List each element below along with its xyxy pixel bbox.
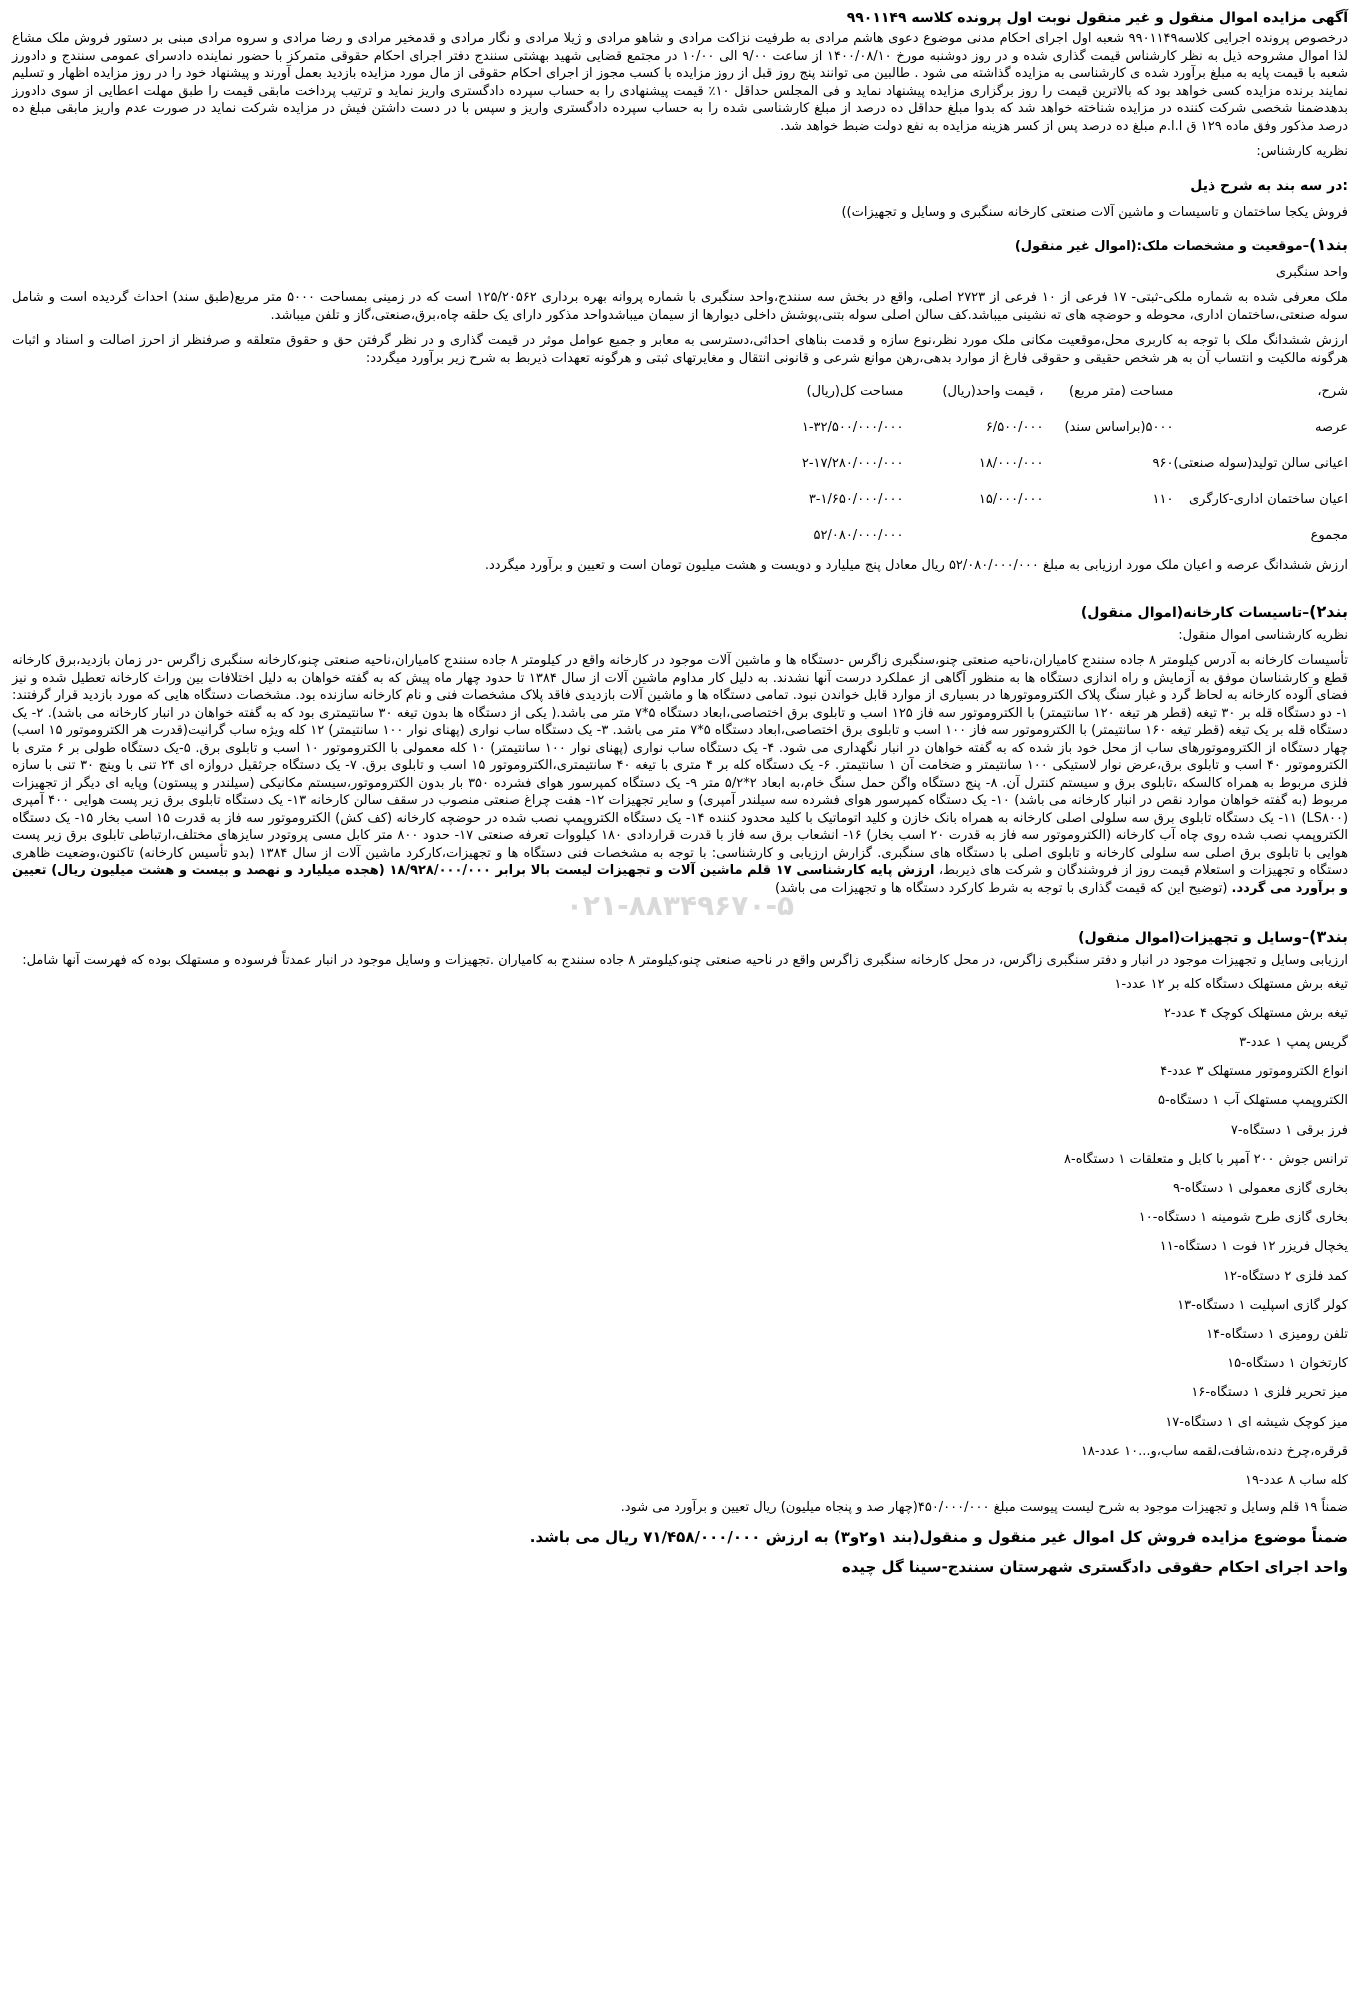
table-cell: ۵۰۰۰(براساس سند) — [1064, 419, 1174, 435]
table-cell: ۲-۱۷/۲۸۰/۰۰۰/۰۰۰ — [801, 455, 904, 471]
table-header-cell: مساحت (متر مربع) — [1069, 383, 1174, 399]
band3-summary: ضمناً ۱۹ قلم وسایل و تجهیزات موجود به شرح لیست پیوست مبلغ ۴۵۰/۰۰۰/۰۰۰(چهار صد و پنجاه میلیون) ریال تعیین و برآورد می شود. — [620, 1500, 1348, 1516]
intro-paragraph: درخصوص پرونده اجرایی کلاسه۹۹۰۱۱۴۹ شعبه اول اجرای احکام مدنی موضوع دعوی هاشم مرادی به طرفیت نزاکت مرادی و شاهو مرادی و ژیلا مرادی و نگار مرادی و قدمخیر مرادی و رضا مرادی و سروه مرادی مبنی بر دستور فروش ملک مشاع لذا اموال مشروحه ذیل به نظر کارشناس قیمت گذاری شده و در روز دوشنبه مورخ ۱۴۰۰/۰۸/۱۰ از ساعت ۹/۰۰ الی ۱۰/۰۰ در مجتمع قضایی شهید بهشتی سنندج دفتر اجرای احکام حقوقی متمرکز با حضور نماینده دادسرای عمومی سنندج و دادورز شعبه با قیمت پایه به مبلغ برآورد شده ی کارشناسی به مزایده گذاشته می شود . طالبین می توانند پنج روز قبل از روز مزایده با کسب مجوز از اجرای احکام حقوقی از مال مورد مزایده بازدید بعمل آورند و پیشنهاد خود را در روز مزایده اظهار و تسلیم نمایند برنده مزایده کسی خواهد بود که بالاترین قیمت را روز برگزاری مزایده پیشنهاد نماید و فی المجلس حداقل ۱۰٪ قیمت پیشنهادی را به حساب سپرده دادگستری واریز نماید و ترتیب پرداخت مابقی قیمت را طبق مهلت اعطایی از سوی دادورز بدهدضمنا شخصی شرکت کننده در مزایده شناخته خواهد شد که بدوا مبلغ حداقل ده درصد از مبلغ کارشناسی شده را به حساب سپرده دادگستری واریز و سپس با در دست داشتن فیش در مزایده شرکت نماید در صورت عدم واریز مابقی مبلغ ده درصد مذکور وفق ماده ۱۲۹ ق ا.ا.م مبلغ ده درصد پس از کسر هزینه مزایده به نفع دولت ضبط خواهد شد. — [12, 31, 1348, 134]
table-header-cell: شرح، — [1317, 383, 1348, 399]
list-item: کمد فلزی ۲ دستگاه-۱۲ — [1222, 1268, 1348, 1284]
table-row — [703, 409, 1348, 445]
table-cell: ۳-۱/۶۵۰/۰۰۰/۰۰۰ — [808, 491, 904, 507]
band2-expert-label: نظریه کارشناسی اموال منقول: — [1178, 628, 1348, 643]
list-item: تلفن رومیزی ۱ دستگاه-۱۴ — [1206, 1326, 1348, 1342]
table-cell — [1043, 517, 1173, 553]
table-cell: مجموع — [1310, 527, 1348, 543]
list-item: الکتروپمپ مستهلک آب ۱ دستگاه-۵ — [1157, 1093, 1348, 1109]
table-row — [703, 445, 1348, 481]
list-item: یخچال فریزر ۱۲ فوت ۱ دستگاه-۱۱ — [1159, 1239, 1348, 1255]
band2-body-text: تأسیسات کارخانه به آدرس کیلومتر ۸ جاده سنندج کامیاران،ناحیه صنعتی چنو،سنگبری زاگرس -دستگاه ها و ماشین آلات موجود در کارخانه واقع در کیلومتر ۸ جاده سنندج کامیاران،ناحیه صنعتی چنو،کارخانه سنگبری زاگرس -در زمان بازدید،برق کارخانه قطع و کارشناسان موفق به آزمایش و راه اندازی دستگاه ها به منظور آگاهی از عملکرد درست آنها نشدند. به دلیل کار مداوم ماشین آلات از سال ۱۳۸۴ تا حدود چهار ماه پیش که به گفته خواهان به دلیل اختلافات بین وراث کارخانه تعطیل شده و نیز فضای آلوده کارخانه به لحاظ گرد و غبار سنگ پلاک الکتروموتورها در بسیاری از موارد قابل خواندن نبود. تمامی دستگاه ها و ماشین آلات بازدیدی فاقد پلاک مشخصات فنی و نام کارخانه سازنده بود. مشخصات دستگاه هایی که مورد بازدید قرار گرفتند: ۱- دو دستگاه قله بر ۳۰ تیغه (قطر هر تیغه ۱۲۰ سانتیمتر) با الکتروموتور سه فاز ۱۲۵ اسب و تابلوی برق اختصاصی،ابعاد دستگاه ۵*۷ متر می باشد.( یکی از دستگاه ها بدون تیغه ۳۰ سانتیمتری بود که به گفته خواهان در انبار کارخانه می باشد). ۲- یک دستگاه قله بر یک تیغه (قطر تیغه ۱۶۰ سانتیمتر) با الکتروموتور سه فاز ۱۰۰ اسب و تابلوی برق اختصاصی،ابعاد دستگاه ۵*۷ متر می باشد. ۳- یک دستگاه ساب نواری (پهنای نوار ۱۰۰ سانتیمتر) ۱۲ کله ویژه ساب گرانیت(قدرت هر الکتروموتور ۱۵ اسب) چهار دستگاه از الکتروموتورهای ساب از محل خود باز شده که به گفته خواهان در انبار نگهداری می شود. ۴- یک دستگاه ساب نواری (پهنای نوار ۱۰۰ سانتیمتر) ۱۰ کله معمولی با الکتروموتور ۱۰ اسب و تابلوی برق. ۵-یک دستگاه طولی بر ۶ متری با الکتروموتور ۴۰ اسب و تابلوی برق،عرض نوار لاستیکی ۱۰۰ سانتیمتر و ضخامت آن ۱ سانتیمتر. ۶- یک دستگاه کله بر ۴ متری با تیغه ۴۰ سانتیمتری،الکتروموتور ۱۵ اسب و تابلوی برق. ۷- یک دستگاه جرثقیل دروازه ای ۲۴ تنی با وینچ ۳۰ تنی با سازه فلزی مربوط به همراه کالسکه ،تابلوی برق و سیستم کنترل آن. ۸- پنج دستگاه واگن حمل سنگ خام،به ابعاد ۲*۵/۲ متر ۹- یک دستگاه کمپرسور هوای فشرده ۳۵۰ بار بدون الکتروموتور،سیستم مکانیکی (سیلندر و پیستون) وپایه ای دیگر از تجهیزات مربوط (به گفته خواهان موارد نقص در انبار کارخانه می باشد) ۱۰- یک دستگاه کمپرسور هوای فشرده سه سیلندر آمپری) و سایر تجهیزات ۱۲- هفت چراغ صنعتی منصوب در سقف سالن کارخانه ۱۳- یک دستگاه تابلوی برق زیر پست هوایی ۴۰۰ آمپری (LS۸۰۰) ۱۱- یک دستگاه تابلوی برق سه سلولی اصلی کارخانه به همراه بانک خازن و کلید اتوماتیک با کلید محدود کننده ۱۴- یک دستگاه الکتروپمپ نصب شده در حوضچه کارخانه (کف کش) الکتروموتور سه فاز به قدرت ۱۵ اسب بخار ۱۵- یک دستگاه الکتروپمپ نصب شده روی چاه آب کارخانه (الکتروموتور سه فاز به قدرت ۲۰ اسب بخار) ۱۶- انشعاب برق سه فاز با قدرت قراردادی ۱۸۰ کیلووات تعرفه صنعتی ۱۷- حدود ۸۰۰ متر کابل مسی پروتودر سایزهای مختلف،ارتباطی تابلوی برق زیر پست هوایی با تابلوی برق اصلی سه سلولی کارخانه و تابلوی اصلی با دستگاه های سنگبری. گزارش ارزیابی و کارشناسی: با توجه به مشخصات فنی دستگاه ها و تجهیزات،کارکرد ماشین آلات از سال ۱۳۸۴ (بدو تأسیس کارخانه) تاکنون،وضعیت ظاهری دستگاه و تجهیزات و استعلام قیمت روز از فروشندگان و شرکت های ذیربط، — [12, 653, 1349, 878]
list-item: میز کوچک شیشه ای ۱ دستگاه-۱۷ — [1165, 1414, 1348, 1430]
three-items-heading: :در سه بند به شرح ذیل — [1190, 178, 1348, 194]
list-item: قرقره،چرخ دنده،شافت،لقمه ساب،و...۱۰ عدد-۱۸ — [1080, 1443, 1348, 1459]
list-item: کارتخوان ۱ دستگاه-۱۵ — [1227, 1356, 1348, 1372]
table-cell: ۱۸/۰۰۰/۰۰۰ — [978, 455, 1044, 471]
table-cell: ۱-۳۲/۵۰۰/۰۰۰/۰۰۰ — [801, 419, 904, 435]
band1-heading — [12, 235, 1348, 254]
list-item: میز تحریر فلزی ۱ دستگاه-۱۶ — [1191, 1385, 1348, 1401]
band3-intro: ارزیابی وسایل و تجهیزات موجود در انبار و دفتر سنگبری زاگرس، در محل کارخانه سنگبری زاگرس واقع در ناحیه صنعتی چنو،کیلومتر ۸ جاده سنندج به کامیاران .تجهیزات و وسایل موجود در انبار عمدتاً فرسوده و مستهلک بوده که فهرست آنها شامل: — [22, 953, 1348, 968]
watermark-phone: ۰۲۱-۸۸۳۴۹۶۷۰-۵ — [565, 889, 795, 922]
band2-tail: (توضیح این که قیمت گذاری با توجه به شرط کارکرد دستگاه ها و تجهیزات می باشد) — [774, 880, 1228, 896]
total-value: ضمناً موضوع مزایده فروش کل اموال غیر منقول و منقول(بند ۱و۲و۳) به ارزش ۷۱/۴۵۸/۰۰۰/۰۰۰ ریال می باشد. — [529, 1528, 1348, 1547]
band1-paragraph3: ارزش ششدانگ عرصه و اعیان ملک مورد ارزیابی به مبلغ ۵۲/۰۸۰/۰۰۰/۰۰۰ ریال معادل پنج میلیارد و دویست و هشت میلیون تومان است و تعیین و برآورد میگردد. — [484, 558, 1348, 573]
list-item: بخاری گازی طرح شومینه ۱ دستگاه-۱۰ — [1138, 1210, 1348, 1226]
band2-heading-bold: بند۲) — [1309, 602, 1348, 621]
table-header-cell: ، قیمت واحد(ریال) — [942, 383, 1044, 399]
band1-paragraph1: ملک معرفی شده به شماره ملکی-ثبتی- ۱۷ فرعی از ۱۰ فرعی از ۲۷۲۳ اصلی، واقع در بخش سه سنندج،واحد سنگبری با شماره پروانه بهره برداری ۱۲۵/۲۰۵۶۲ است که در زمینی بمساحت ۵۰۰۰ متر مربع(طبق سند) احداث گردیده است و شامل سوله صنعتی،ساختمان اداری، محوطه و حوضچه های ته نشینی میباشد.کف سالن اصلی سوله بتنی،پوشش داخلی دیوارها از سیمان میباشدواحد مذکور دارای یک حلقه چاه،برق،صنعتی،گاز و تلفن میباشد. — [12, 290, 1348, 323]
band1-unit: واحد سنگبری — [1275, 265, 1348, 280]
signature: واحد اجرای احکام حقوقی دادگستری شهرستان سنندج-سینا گل چیده — [841, 1558, 1348, 1577]
band1-heading-bold: بند۱) — [1309, 235, 1348, 254]
table-cell: ۹۶۰ — [1152, 455, 1174, 471]
list-item: انواع الکتروموتور مستهلک ۳ عدد-۴ — [1160, 1064, 1348, 1080]
sale-description: فروش یکجا ساختمان و تاسیسات و ماشین آلات صنعتی کارخانه سنگبری و وسایل و تجهیزات)) — [841, 205, 1348, 220]
table-row — [703, 481, 1348, 517]
list-item: تیغه برش مستهلک دستگاه کله بر ۱۲ عدد-۱ — [1114, 976, 1348, 992]
list-item: کولر گازی اسپلیت ۱ دستگاه-۱۳ — [1177, 1297, 1348, 1313]
table-cell: اعیانی سالن تولید(سوله صنعتی) — [1173, 455, 1348, 471]
valuation-table-header — [703, 373, 1348, 409]
table-cell: اعیان ساختمان اداری-کارگری — [1188, 491, 1348, 507]
band1-paragraph2: ارزش ششدانگ ملک با توجه به کاربری محل،موقعیت مکانی ملک مورد نظر،نوع سازه و قدمت بناهای احداثی،دسترسی به معابر و جمیع عوامل موثر در قیمت گذاری و در نظر گرفتن حق و حقوق متعلقه و صرفنظر از احرز اصالت و اسناد و اثبات هرگونه مالکیت و انتساب آن به هر شخص حقیقی و حقوقی فارغ از موارد بدهی،رهن موانع شرعی و قانونی انتقال و مغایرتهای ثبتی و هرگونه تعهدات ذیربط به شرح زیر برآورد میگردد: — [12, 333, 1348, 366]
table-cell: ۱۱۰ — [1152, 491, 1174, 507]
equipment-list — [12, 970, 1348, 1496]
list-item: بخاری گازی معمولی ۱ دستگاه-۹ — [1172, 1180, 1348, 1196]
valuation-table — [703, 373, 1348, 553]
list-item: تیغه برش مستهلک کوچک ۴ عدد-۲ — [1163, 1005, 1348, 1021]
expert-label: نظریه کارشناس: — [1256, 144, 1348, 159]
notice-title: آگهی مزایده اموال منقول و غیر منقول نوبت اول پرونده کلاسه ۹۹۰۱۱۴۹ — [846, 10, 1348, 26]
table-header-cell: مساحت کل(ریال) — [806, 383, 904, 399]
list-item: گریس پمپ ۱ عدد-۳ — [1239, 1034, 1348, 1050]
band2-heading-rest: –تاسیسات کارخانه(اموال منقول) — [1080, 605, 1310, 621]
table-row — [703, 517, 1348, 553]
band3-heading — [12, 927, 1348, 946]
table-cell: عرصه — [1315, 419, 1348, 435]
table-cell: ۵۲/۰۸۰/۰۰۰/۰۰۰ — [813, 527, 904, 543]
list-item: کله ساب ۸ عدد-۱۹ — [1245, 1472, 1348, 1488]
table-cell — [903, 517, 1043, 553]
table-cell: ۱۵/۰۰۰/۰۰۰ — [978, 491, 1044, 507]
table-cell: ۶/۵۰۰/۰۰۰ — [985, 419, 1044, 435]
band2-body — [12, 652, 1348, 897]
list-item: فرز برقی ۱ دستگاه-۷ — [1230, 1122, 1348, 1138]
list-item: ترانس جوش ۲۰۰ آمپر با کابل و متعلقات ۱ دستگاه-۸ — [1064, 1151, 1348, 1167]
band3-heading-bold: بند۳) — [1309, 927, 1348, 946]
band1-heading-rest: –موقعیت و مشخصات ملک:(اموال غیر منقول) — [1014, 239, 1310, 254]
band2-bold-valuation: ارزش پایه کارشناسی ۱۷ قلم ماشین آلات و تجهیزات لیست بالا برابر ۱۸/۹۲۸/۰۰۰/۰۰۰ (هجده میلیارد و نهصد و بیست و هشت میلیون ریال) تعیین و برآورد می گردد. — [12, 863, 1348, 896]
band3-heading-rest: –وسایل و تجهیزات(اموال منقول) — [1078, 930, 1310, 946]
band2-heading — [12, 602, 1348, 621]
